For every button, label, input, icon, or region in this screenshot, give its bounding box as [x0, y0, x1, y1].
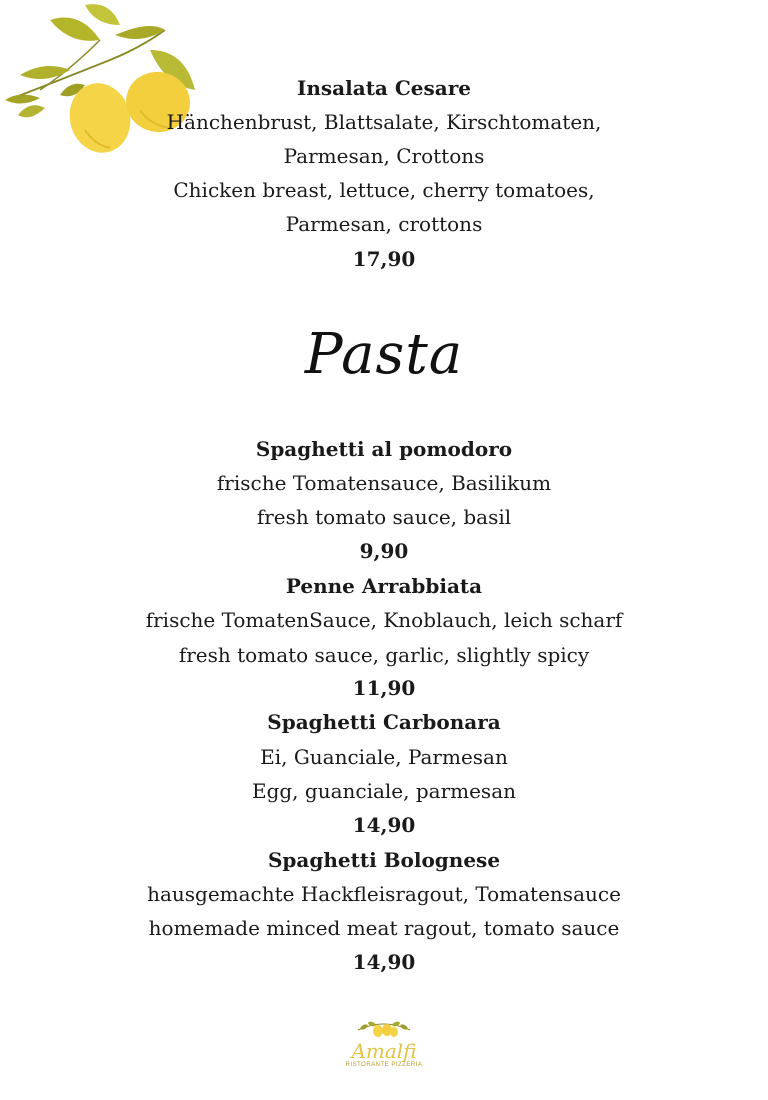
dish-description-de: Hänchenbrust, Blattsalate, Kirschtomaten, — [166, 110, 602, 134]
dish-description-de: frische TomatenSauce, Knoblauch, leich scharf — [145, 608, 623, 632]
dish-description-de: hausgemachte Hackfleisragout, Tomatensauce — [147, 882, 621, 906]
dish-price: 17,90 — [352, 247, 416, 271]
dish-description-en: Egg, guanciale, parmesan — [251, 779, 517, 803]
dish-price: 11,90 — [352, 676, 416, 700]
dish-name: Spaghetti al pomodoro — [255, 437, 513, 461]
logo-subtitle: RISTORANTE PIZZERIA — [345, 1062, 423, 1068]
dish-description-en: Chicken breast, lettuce, cherry tomatoes, — [173, 178, 595, 202]
dish-price: 14,90 — [352, 813, 416, 837]
dish-name: Spaghetti Carbonara — [267, 710, 501, 734]
dish-description-en: homemade minced meat ragout, tomato sauce — [148, 916, 620, 940]
dish-description-en: fresh tomato sauce, basil — [256, 505, 512, 529]
lemon-garland-icon — [354, 1018, 414, 1040]
dish-description-de: Parmesan, Crottons — [283, 144, 485, 168]
dish-description-de: frische Tomatensauce, Basilikum — [216, 471, 552, 495]
logo-name: Amalfi — [351, 1039, 417, 1063]
dish-price: 9,90 — [359, 539, 409, 563]
dish-description-de: Ei, Guanciale, Parmesan — [260, 745, 508, 769]
dish-name: Insalata Cesare — [297, 76, 471, 100]
section-title: Pasta — [304, 322, 464, 387]
restaurant-logo — [344, 1018, 424, 1096]
dish-name: Penne Arrabbiata — [285, 574, 483, 598]
dish-name: Spaghetti Bolognese — [267, 848, 501, 872]
dish-description-en: fresh tomato sauce, garlic, slightly spicy — [178, 643, 590, 667]
dish-price: 14,90 — [352, 950, 416, 974]
dish-description-en: Parmesan, crottons — [285, 212, 483, 236]
